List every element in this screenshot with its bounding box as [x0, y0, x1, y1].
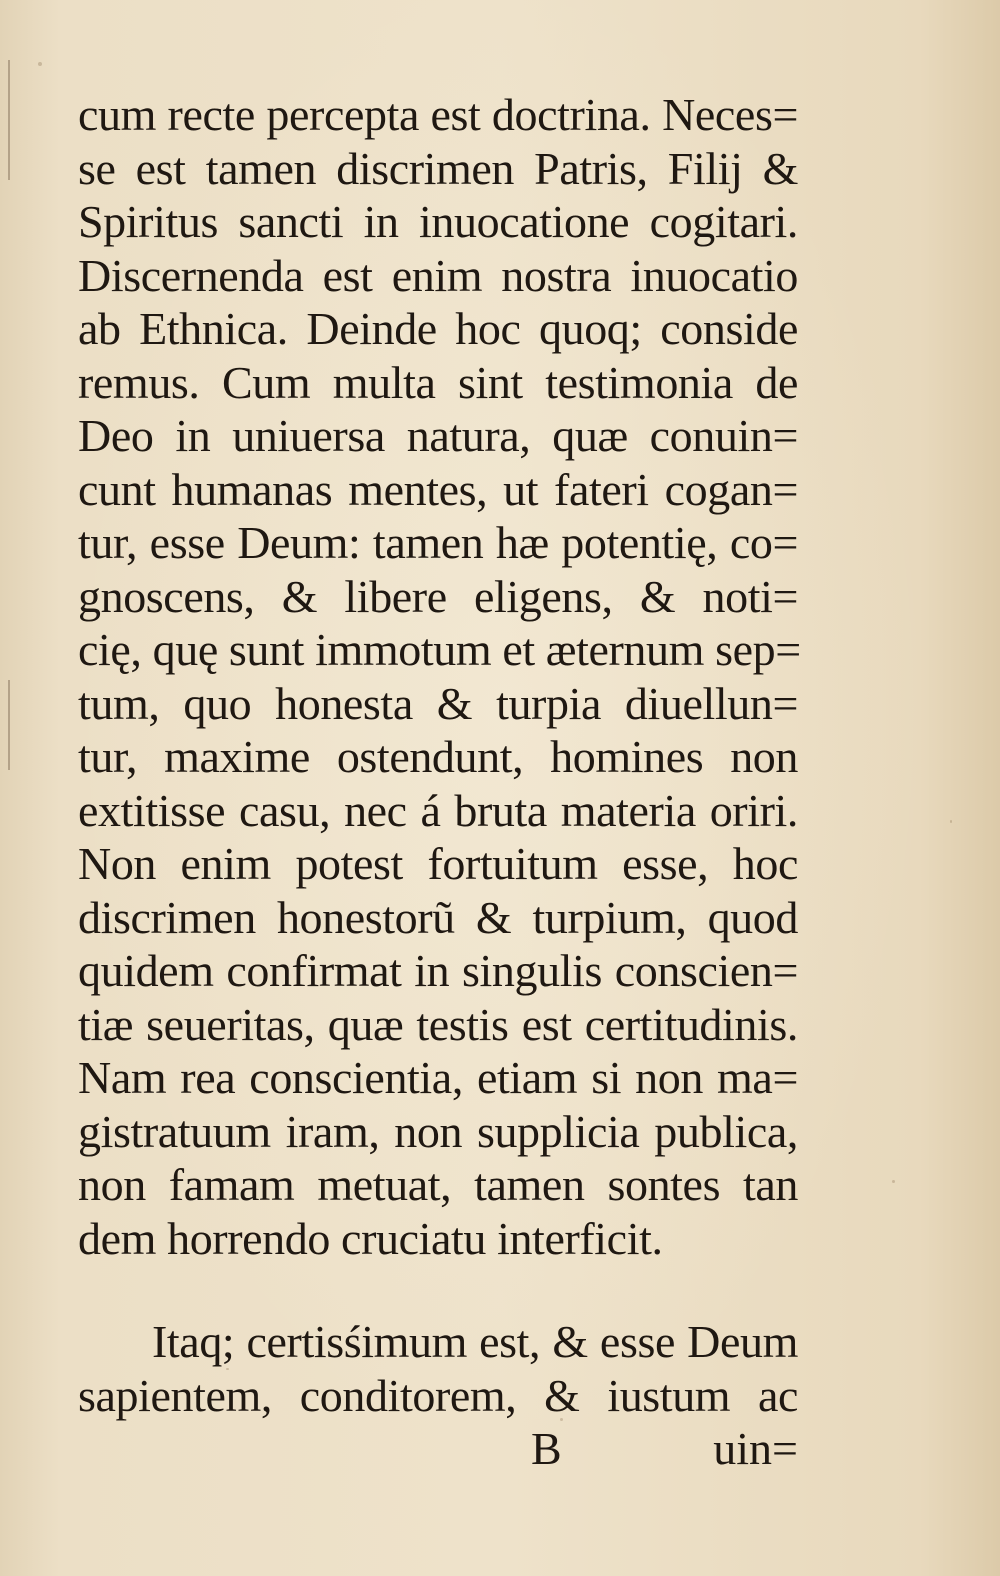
- text-line: tiæ seueritas, quæ testis est certitudinis.: [78, 998, 798, 1050]
- text-line: tum, quo honesta & turpia diuellun=: [78, 677, 798, 729]
- text-line: Nam rea conscientia, etiam si non ma=: [78, 1052, 798, 1103]
- catchword: uin=: [713, 1423, 798, 1474]
- paper-fleck: [38, 62, 42, 66]
- text-line: non famam metuat, tamen sontes tan: [78, 1159, 798, 1210]
- paper-fleck: [892, 1180, 895, 1183]
- signature-mark: B: [531, 1423, 562, 1474]
- text-line: Spiritus sancti in inuocatione cogitari.: [78, 196, 798, 247]
- text-line: gistratuum iram, non supplicia publica,: [78, 1105, 798, 1157]
- text-line: quidem confirmat in singulis conscien=: [78, 945, 798, 996]
- text-line: Itaq; certisśimum est, & esse Deum: [152, 1316, 798, 1367]
- paragraph-gap: [78, 1265, 798, 1315]
- text-line: cunt humanas mentes, ut fateri cogan=: [78, 463, 798, 515]
- text-line: cię, quę sunt immotum et æternum sep=: [78, 624, 801, 675]
- text-line: discrimen honestorũ & turpium, quod: [78, 891, 798, 943]
- text-line: Non enim potest fortuitum esse, hoc: [78, 838, 798, 889]
- text-line: extitisse casu, nec á bruta materia oriri.: [78, 784, 798, 836]
- text-line: tur, esse Deum: tamen hæ potentię, co=: [78, 517, 798, 568]
- page-footer: [78, 1422, 798, 1482]
- text-line: remus. Cum multa sint testimonia de: [78, 356, 798, 408]
- page-edge-mark: [8, 680, 10, 770]
- paper-fleck: [950, 820, 952, 823]
- paragraph-1: [78, 88, 801, 1265]
- text-line: gnoscens, & libere eligens, & noti=: [78, 570, 798, 622]
- text-line: Discernenda est enim nostra inuocatio: [78, 249, 798, 301]
- text-line: sapientem, conditorem, & iustum ac: [78, 1369, 798, 1421]
- page-edge-mark: [8, 60, 10, 180]
- text-line: dem horrendo cruciatu interficit.: [78, 1212, 663, 1264]
- text-line: cum recte percepta est doctrina. Neces=: [78, 89, 798, 140]
- page-text: [78, 88, 801, 1482]
- text-line: se est tamen discrimen Patris, Filij &: [78, 142, 798, 194]
- text-line: Deo in uniuersa natura, quæ conuin=: [78, 410, 798, 461]
- text-line: tur, maxime ostendunt, homines non: [78, 731, 798, 782]
- text-line: ab Ethnica. Deinde hoc quoq; conside: [78, 303, 798, 354]
- paragraph-2: [78, 1315, 798, 1422]
